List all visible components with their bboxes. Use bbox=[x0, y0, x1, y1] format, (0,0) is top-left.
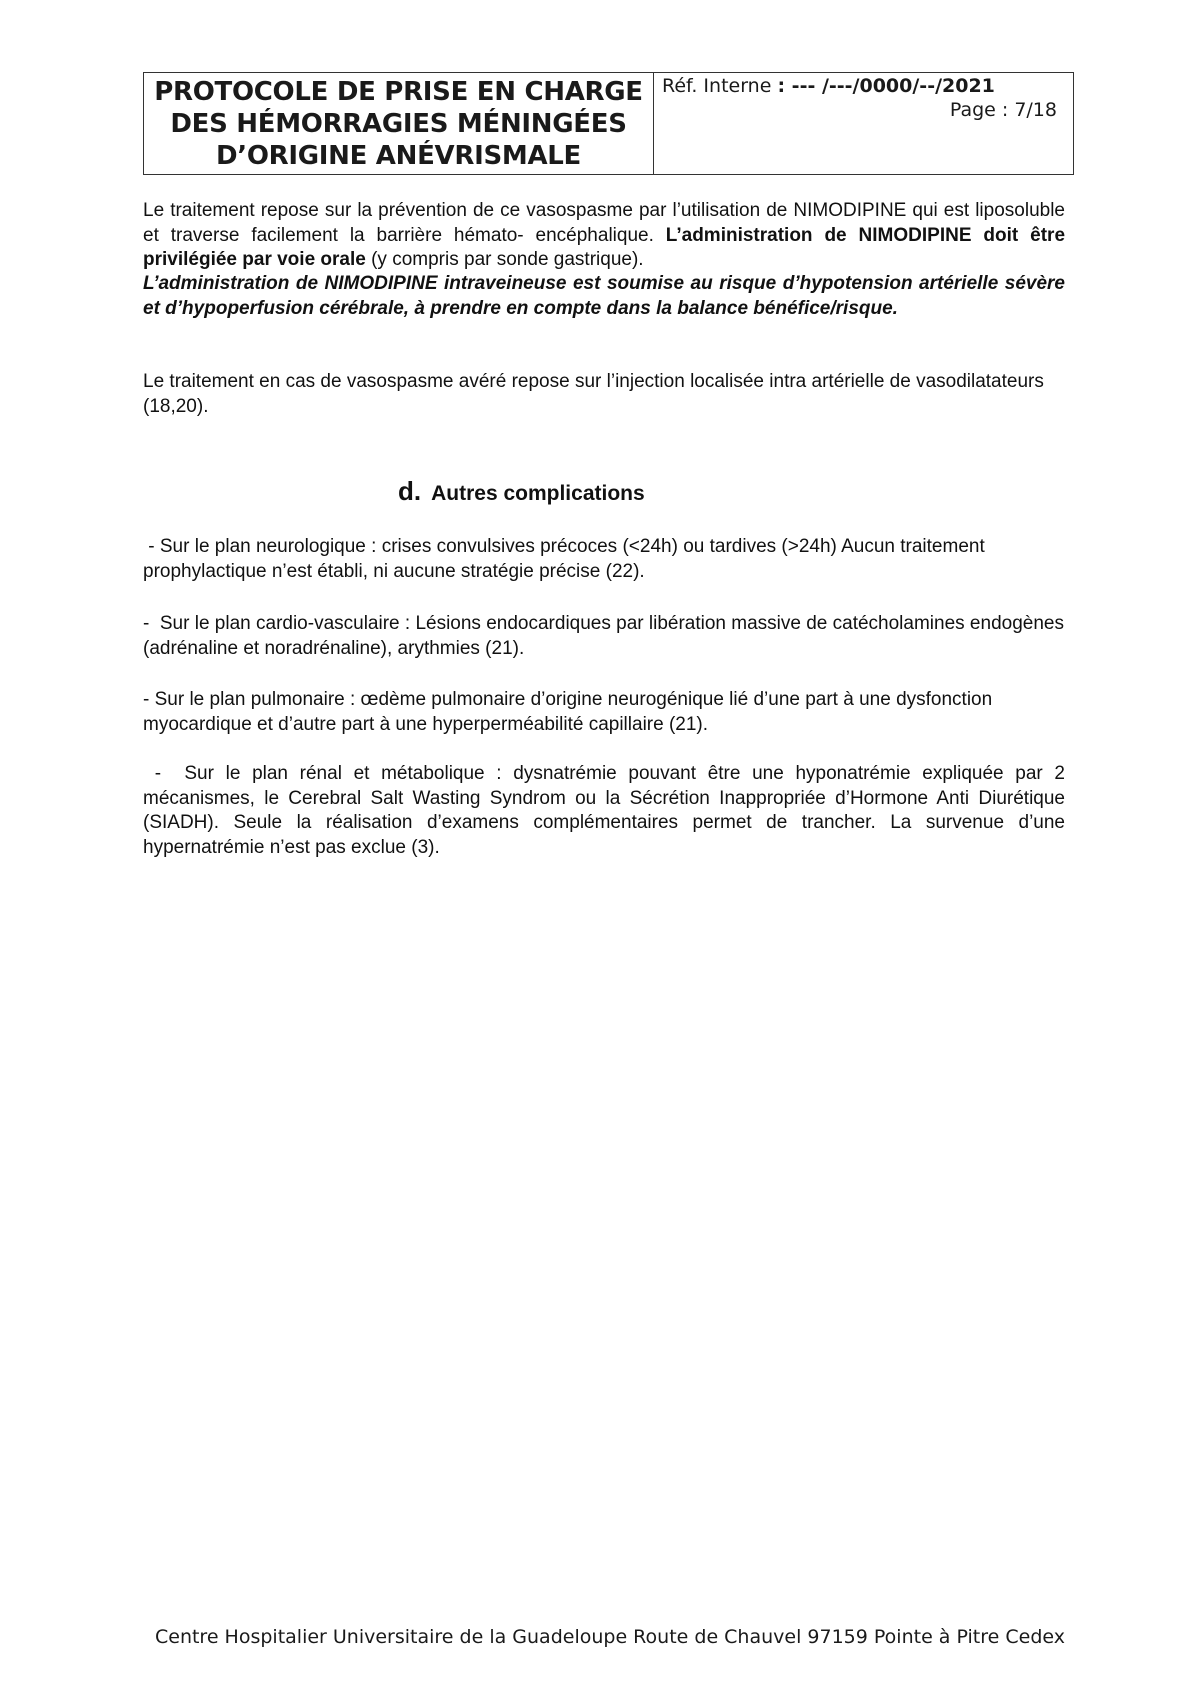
paragraph-treatment bbox=[143, 199, 1065, 273]
document-header bbox=[143, 72, 1074, 175]
paragraph-treatment-text-a: Le traitement repose sur la prévention de ce vasospasme par l’utilisation de NIMODIPINE qui est liposoluble et traverse facilement la barrière hémato- encéphalique. bbox=[143, 200, 1065, 246]
complication-pulmonary: - Sur le plan pulmonaire : œdème pulmonaire d’origine neurogénique lié d’une part à une dysfonction myocardique et d’autre part à une hyperperméabilité capillaire (21). bbox=[143, 689, 998, 735]
paragraph-treatment-text-b: (y compris par sonde gastrique). bbox=[365, 249, 644, 270]
section-letter: d. bbox=[398, 476, 422, 506]
page-number: Page : 7/18 bbox=[949, 99, 1057, 121]
reference-cell bbox=[654, 73, 1073, 174]
document-title bbox=[144, 73, 654, 174]
ref-label: Réf. Interne bbox=[662, 75, 778, 97]
ref-value: : --- /---/0000/--/2021 bbox=[777, 75, 995, 97]
complication-renal-metabolic: - Sur le plan rénal et métabolique : dysnatrémie pouvant être une hyponatrémie expliquée par 2 mécanismes, le Cerebral Salt Wasting Syndrom ou la Sécrétion Inappropriée d’Hormone Anti Diurétique (SIADH). Seule la réalisation d’examens complémentaires permet de trancher. La survenue d’une hypernatrémie n’est pas exclue (3). bbox=[143, 763, 1071, 858]
section-title: Autres complications bbox=[431, 482, 645, 505]
title-line-1: PROTOCOLE DE PRISE EN CHARGE bbox=[154, 76, 643, 107]
title-line-3: D’ORIGINE ANÉVRISMALE bbox=[215, 140, 582, 171]
title-line-2: DES HÉMORRAGIES MÉNINGÉES bbox=[170, 108, 627, 139]
paragraph-treatment-bold: L’administration de NIMODIPINE doit être privilégiée par voie orale bbox=[143, 224, 1066, 270]
paragraph-warning: L’administration de NIMODIPINE intraveineuse est soumise au risque d’hypotension artérielle sévère et d’hypoperfusion cérébrale, à prendre en compte dans la balance bénéfice/risque. bbox=[143, 273, 1065, 319]
internal-reference bbox=[662, 75, 995, 97]
complication-cardiovascular: - Sur le plan cardio-vasculaire : Lésions endocardiques par libération massive de catécholamines endogènes (adrénaline et noradrénaline), arythmies (21). bbox=[143, 613, 1070, 659]
page-footer: Centre Hospitalier Universitaire de la Guadeloupe Route de Chauvel 97159 Pointe à Pitre Cedex bbox=[154, 1626, 1065, 1648]
paragraph-vasospasm: Le traitement en cas de vasospasme avéré repose sur l’injection localisée intra artérielle de vasodilatateurs (18,20). bbox=[143, 371, 1044, 417]
complication-neurological: - Sur le plan neurologique : crises convulsives précoces (<24h) ou tardives (>24h) Aucun traitement prophylactique n’est établi, ni aucune stratégie précise (22). bbox=[143, 536, 991, 582]
section-heading-d bbox=[398, 476, 645, 507]
